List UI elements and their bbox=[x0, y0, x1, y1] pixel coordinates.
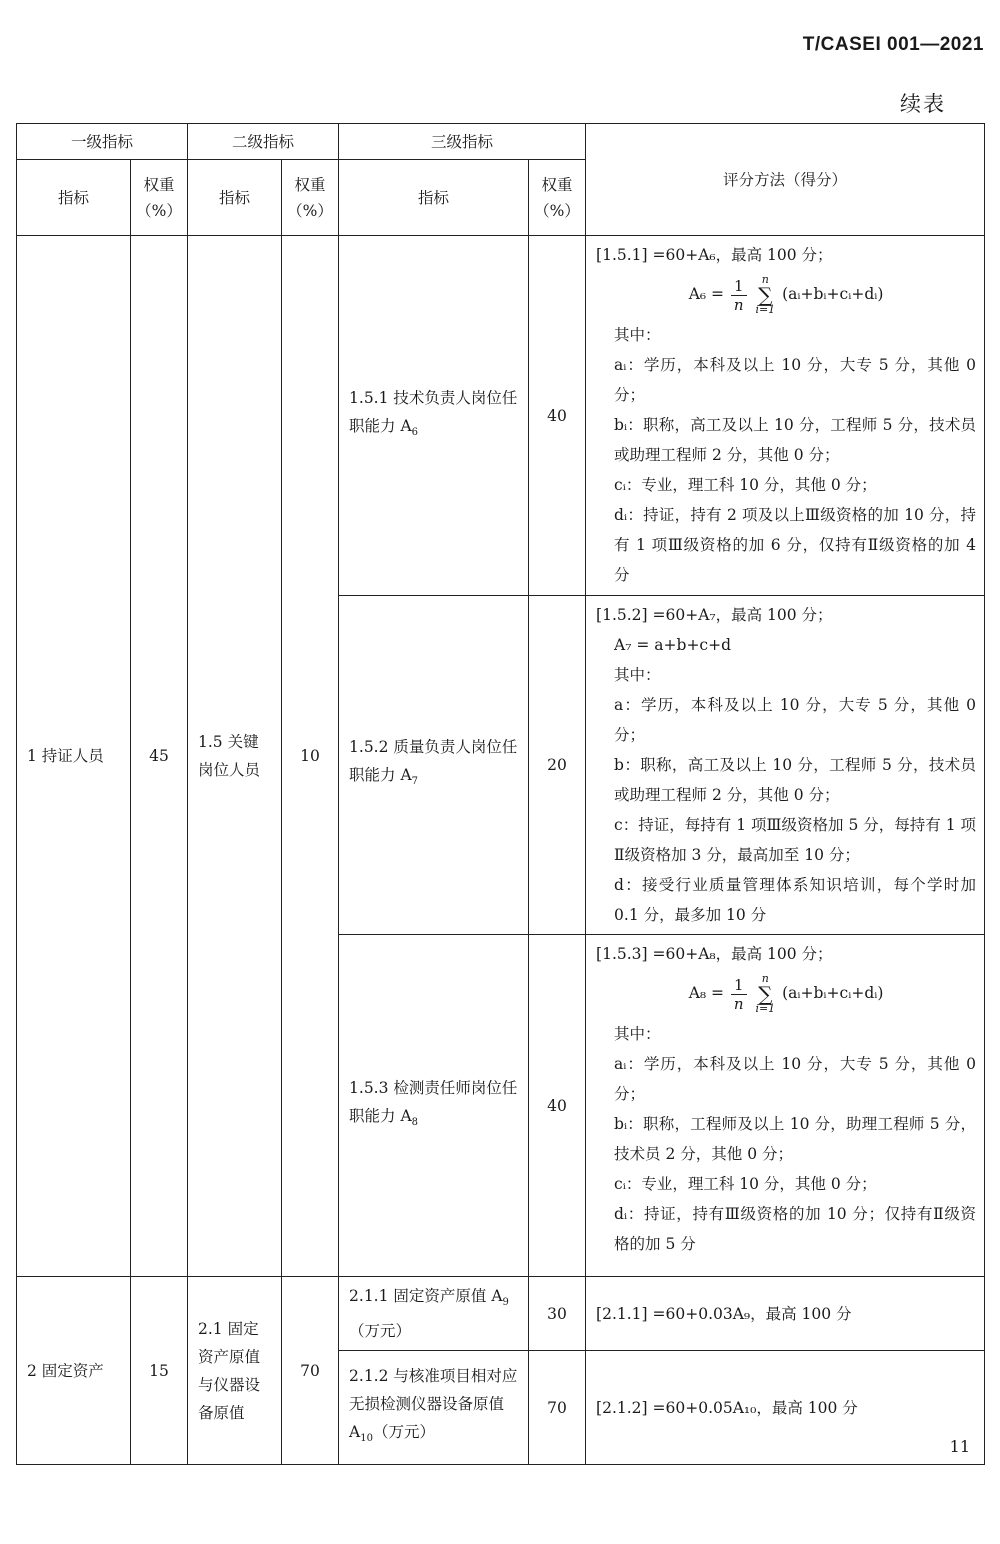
l3-name: 2.1.1 固定资产原值 A bbox=[349, 1286, 503, 1305]
standard-code: T/CASEI 001—2021 bbox=[802, 34, 984, 55]
method-item-d: d：接受行业质量管理体系知识培训，每个学时加 0.1 分，最多加 10 分 bbox=[614, 876, 977, 924]
l1-weight-persons: 45 bbox=[131, 236, 188, 1277]
table-row bbox=[17, 236, 985, 596]
header-l2-weight bbox=[282, 160, 339, 236]
method-item-c: c：持证，每持有 1 项Ⅲ级资格加 5 分，每持有 1 项Ⅱ级资格加 3 分，最高加至 10 分； bbox=[614, 816, 977, 864]
method-item-b: bᵢ：职称，工程师及以上 10 分，助理工程师 5 分，技术员 2 分，其他 0 分； bbox=[614, 1115, 977, 1163]
method-item-c: cᵢ：专业，理工科 10 分，其他 0 分； bbox=[614, 476, 877, 494]
fraction-numerator: 1 bbox=[731, 976, 747, 995]
l3-subscript: 7 bbox=[411, 776, 419, 788]
evaluation-table bbox=[16, 123, 985, 1465]
formula-rhs: (aᵢ+bᵢ+cᵢ+dᵢ) bbox=[782, 285, 884, 303]
l3-weight-212: 70 bbox=[529, 1351, 586, 1465]
weight-unit: （%） bbox=[534, 201, 580, 220]
method-head: [1.5.2] =60+A₇，最高 100 分； bbox=[596, 606, 833, 624]
header-l3-indicator: 指标 bbox=[339, 160, 529, 236]
method-item-a: aᵢ：学历，本科及以上 10 分，大专 5 分，其他 0 分； bbox=[614, 356, 977, 404]
l3-weight-153: 40 bbox=[529, 935, 586, 1277]
fraction-denominator: n bbox=[733, 994, 744, 1013]
header-l3-weight bbox=[529, 160, 586, 236]
l3-name: 1.5.2 质量负责人岗位任职能力 A bbox=[349, 738, 518, 785]
sum-lower: i=1 bbox=[755, 303, 776, 316]
l3-weight-211: 30 bbox=[529, 1277, 586, 1351]
method-item-a: aᵢ：学历，本科及以上 10 分，大专 5 分，其他 0 分； bbox=[614, 1055, 977, 1103]
formula-lhs: A₈ = bbox=[688, 984, 725, 1002]
formula bbox=[596, 270, 976, 320]
method-head: [1.5.3] =60+A₈，最高 100 分； bbox=[596, 945, 833, 963]
method-153 bbox=[586, 935, 985, 1277]
weight-label: 权重 bbox=[294, 175, 326, 194]
fraction bbox=[731, 277, 747, 314]
l3-name: 1.5.1 技术负责人岗位任职能力 A bbox=[349, 388, 518, 435]
sum-lower: i=1 bbox=[755, 1002, 776, 1015]
method-212 bbox=[586, 1351, 985, 1465]
l3-subscript: 8 bbox=[411, 1117, 419, 1129]
header-level3: 三级指标 bbox=[339, 124, 586, 160]
method-formula: [2.1.2] =60+0.05A₁₀，最高 100 分 bbox=[596, 1398, 858, 1417]
header-level1: 一级指标 bbox=[17, 124, 188, 160]
header-l1-indicator: 指标 bbox=[17, 160, 131, 236]
header-level2: 二级指标 bbox=[188, 124, 339, 160]
l2-weight-asset-value: 70 bbox=[282, 1277, 339, 1465]
summation: n ∑ i=1 bbox=[755, 273, 776, 316]
l1-weight-assets: 15 bbox=[131, 1277, 188, 1465]
l3-indicator-151 bbox=[339, 236, 529, 596]
method-151 bbox=[586, 236, 985, 596]
group-header-row bbox=[17, 124, 985, 160]
l2-indicator-key-posts: 1.5 关键岗位人员 bbox=[188, 236, 282, 1277]
table-row bbox=[17, 1277, 985, 1351]
method-item-d: dᵢ：持证，持有Ⅲ级资格的加 10 分；仅持有Ⅱ级资格的加 5 分 bbox=[614, 1205, 977, 1253]
weight-unit: （%） bbox=[136, 201, 182, 220]
l3-subscript: 10 bbox=[360, 1433, 373, 1445]
summation: n ∑ i=1 bbox=[755, 972, 776, 1015]
method-formula: [2.1.1] =60+0.03A₉，最高 100 分 bbox=[596, 1304, 852, 1323]
l3-indicator-211 bbox=[339, 1277, 529, 1351]
fraction-denominator: n bbox=[733, 295, 744, 314]
method-where: 其中： bbox=[614, 666, 661, 684]
l3-indicator-212 bbox=[339, 1351, 529, 1465]
l3-subscript: 6 bbox=[411, 427, 419, 439]
method-where: 其中： bbox=[614, 326, 661, 344]
formula: A₇ = a+b+c+d bbox=[614, 636, 732, 654]
l3-subscript: 9 bbox=[502, 1297, 509, 1309]
l1-indicator-assets: 2 固定资产 bbox=[17, 1277, 131, 1465]
continued-table-label: 续表 bbox=[900, 92, 946, 116]
l3-unit: （万元） bbox=[349, 1322, 412, 1341]
method-152 bbox=[586, 596, 985, 935]
method-item-b: bᵢ：职称，高工及以上 10 分，工程师 5 分，技术员或助理工程师 2 分，其他 0 分； bbox=[614, 416, 977, 464]
method-item-b: b：职称，高工及以上 10 分，工程师 5 分，技术员或助理工程师 2 分，其他 0 分； bbox=[614, 756, 977, 804]
l3-indicator-153 bbox=[339, 935, 529, 1277]
l3-unit: （万元） bbox=[372, 1422, 435, 1441]
l1-indicator-persons: 1 持证人员 bbox=[17, 236, 131, 1277]
header-scoring-method: 评分方法（得分） bbox=[586, 124, 985, 236]
method-item-c: cᵢ：专业，理工科 10 分，其他 0 分； bbox=[614, 1175, 877, 1193]
l3-name: 2.1.2 与核准项目相对应无损检测仪器设备原值 A bbox=[349, 1366, 518, 1441]
method-item-a: a：学历，本科及以上 10 分，大专 5 分，其他 0 分； bbox=[614, 696, 977, 744]
header-l1-weight bbox=[131, 160, 188, 236]
fraction bbox=[731, 976, 747, 1013]
weight-label: 权重 bbox=[143, 175, 175, 194]
l3-indicator-152 bbox=[339, 596, 529, 935]
l3-weight-151: 40 bbox=[529, 236, 586, 596]
formula bbox=[596, 969, 976, 1019]
method-item-d: dᵢ：持证，持有 2 项及以上Ⅲ级资格的加 10 分，持有 1 项Ⅲ级资格的加 6 分，仅持有Ⅱ级资格的加 4 分 bbox=[614, 506, 977, 584]
method-head: [1.5.1] =60+A₆，最高 100 分； bbox=[596, 246, 833, 264]
l3-name: 1.5.3 检测责任师岗位任职能力 A bbox=[349, 1078, 518, 1125]
weight-unit: （%） bbox=[287, 201, 333, 220]
weight-label: 权重 bbox=[541, 175, 573, 194]
page-number: 11 bbox=[949, 1437, 970, 1456]
method-where: 其中： bbox=[614, 1025, 661, 1043]
formula-rhs: (aᵢ+bᵢ+cᵢ+dᵢ) bbox=[782, 984, 884, 1002]
sum-upper: n bbox=[761, 273, 769, 286]
fraction-numerator: 1 bbox=[731, 277, 747, 296]
l2-weight-key-posts: 10 bbox=[282, 236, 339, 1277]
sum-upper: n bbox=[761, 972, 769, 985]
method-211 bbox=[586, 1277, 985, 1351]
l3-weight-152: 20 bbox=[529, 596, 586, 935]
formula-lhs: A₆ = bbox=[688, 285, 725, 303]
header-l2-indicator: 指标 bbox=[188, 160, 282, 236]
l2-indicator-asset-value: 2.1 固定资产原值与仪器设备原值 bbox=[188, 1277, 282, 1465]
